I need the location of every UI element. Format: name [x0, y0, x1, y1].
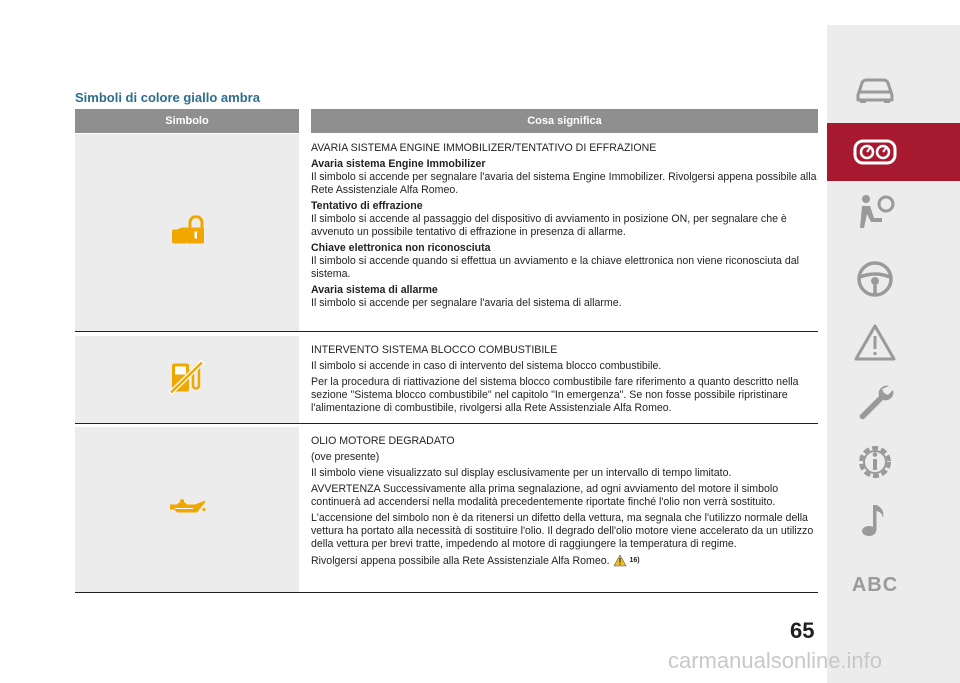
abc-index-button[interactable]: ABC [851, 573, 899, 596]
meaning-cell [311, 427, 818, 592]
paragraph: Il simbolo si accende per segnalare l'avaria del sistema di allarme. [311, 297, 622, 309]
footnote-ref[interactable]: 16) [629, 557, 640, 564]
header-meaning: Cosa significa [311, 109, 818, 133]
paragraph: Il simbolo si accende quando si effettua un avviamento e la chiave elettronica non viene riconosciuta dal sistema. [311, 255, 800, 280]
heading: INTERVENTO SISTEMA BLOCCO COMBUSTIBILE [311, 344, 558, 356]
dashboard-icon[interactable] [850, 127, 900, 177]
paragraph: Il simbolo si accende al passaggio del dispositivo di avviamento in posizione ON, per segnalare che è avvenuto un possibile tentativo di effrazione in presenza di allarme. [311, 213, 787, 238]
paragraph-last [311, 554, 818, 571]
header-symbol: Simbolo [75, 109, 299, 133]
music-note-icon[interactable] [850, 495, 900, 545]
paragraph: Per la procedura di riattivazione del sistema blocco combustibile fare riferimento a quanto descritto nella sezione "Sistema blocco combustibile" nel capitolo "In emergenza". Se non fosse possibile ripristinare l'alimentazione di combustibile, rivolgersi alla Rete Assistenziale Alfa Romeo. [311, 376, 799, 414]
symbol-cell [75, 336, 299, 423]
fuel-cutoff-icon [168, 359, 206, 400]
meaning-cell [311, 336, 818, 423]
subheading: Avaria sistema Engine Immobilizer [311, 158, 486, 170]
airbag-icon[interactable] [850, 187, 900, 237]
subheading: Chiave elettronica non riconosciuta [311, 242, 491, 254]
steering-wheel-icon[interactable] [850, 254, 900, 304]
gear-info-icon[interactable] [850, 437, 900, 487]
paragraph: Il simbolo si accende in caso di intervento del sistema blocco combustibile. [311, 360, 662, 372]
heading: AVARIA SISTEMA ENGINE IMMOBILIZER/TENTATIVO DI EFFRAZIONE [311, 142, 657, 154]
warning-triangle-icon [613, 554, 627, 571]
subheading: Avaria sistema di allarme [311, 284, 438, 296]
symbol-cell [75, 134, 299, 331]
watermark: carmanualsonline.info [668, 648, 883, 673]
paragraph: (ove presente) [311, 451, 380, 463]
heading: OLIO MOTORE DEGRADATO [311, 435, 455, 447]
warning-triangle-icon[interactable] [850, 318, 900, 368]
table-header [75, 109, 818, 133]
paragraph: Il simbolo viene visualizzato sul display esclusivamente per un intervallo di tempo limitato. [311, 467, 732, 479]
table-row [75, 427, 818, 593]
paragraph: Il simbolo si accende per segnalare l'avaria del sistema Engine Immobilizer. Rivolgersi appena possibile alla Rete Assistenziale Alfa Romeo. [311, 171, 817, 196]
section-title: Simboli di colore giallo ambra [75, 90, 260, 105]
paragraph: AVVERTENZA Successivamente alla prima segnalazione, ad ogni avviamento del motore il simbolo continuerà ad accendersi nella modalità precedentemente riportate finché l'olio non verrà sostituito. [311, 483, 779, 508]
paragraph: L'accensione del simbolo non è da ritenersi un difetto della vettura, ma segnala che l'utilizzo normale della vettura ha portato alla necessità di sostituire l'olio. Il degrado dell'olio motore viene accelerato da un utilizzo della vettura per brevi tratte, impedendo al motore di raggiungere la temperatura di regime. [311, 512, 814, 550]
page-number: 65 [790, 618, 815, 643]
wrench-icon[interactable] [850, 377, 900, 427]
car-icon[interactable] [850, 65, 900, 115]
table-row [75, 134, 818, 332]
oil-can-icon [167, 496, 207, 523]
immobilizer-padlock-icon [170, 215, 204, 250]
subheading: Tentativo di effrazione [311, 200, 423, 212]
symbol-cell [75, 427, 299, 592]
table-row [75, 336, 818, 424]
meaning-cell [311, 134, 818, 331]
last-line: Rivolgersi appena possibile alla Rete Assistenziale Alfa Romeo. [311, 555, 610, 567]
